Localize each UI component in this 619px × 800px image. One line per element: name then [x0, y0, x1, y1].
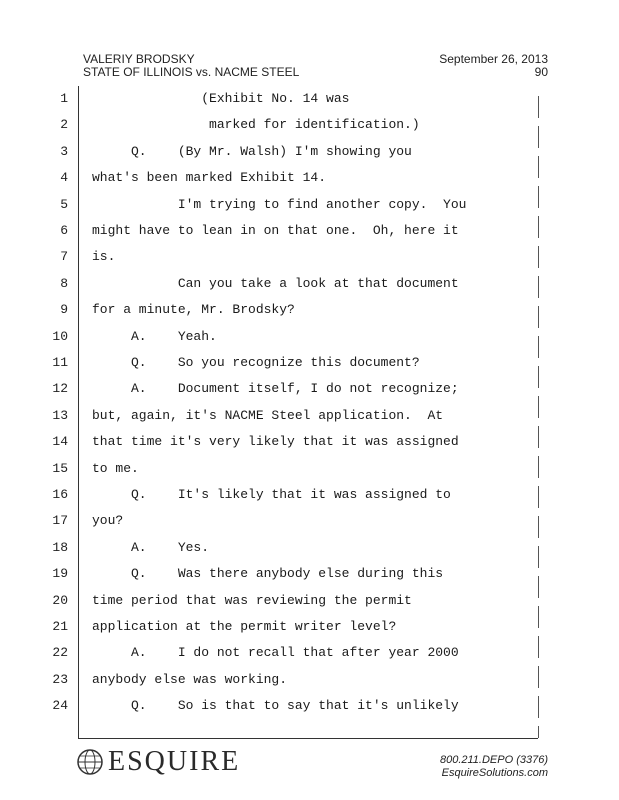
- witness-name: VALERIY BRODSKY: [83, 52, 195, 66]
- transcript-line: [0, 117, 560, 143]
- line-number: 20: [52, 592, 68, 608]
- line-text: is.: [92, 249, 116, 265]
- transcript-line: [0, 302, 560, 328]
- line-text: Q. So you recognize this document?: [92, 355, 420, 370]
- line-number: 5: [60, 196, 68, 212]
- transcript-line: [0, 619, 560, 645]
- line-number: 11: [52, 355, 68, 370]
- header-right: [439, 53, 548, 79]
- line-number: 13: [52, 407, 68, 423]
- esquire-logo: [76, 748, 240, 776]
- transcript-line: [0, 513, 560, 539]
- line-number: 1: [60, 91, 68, 106]
- transcript-line: [0, 698, 560, 724]
- line-text: Q. Was there anybody else during this: [92, 566, 444, 582]
- transcript-line: [0, 223, 560, 249]
- line-text: you?: [92, 513, 124, 529]
- line-number: 7: [60, 249, 68, 265]
- line-number: 12: [52, 381, 68, 397]
- line-number: 24: [52, 698, 68, 714]
- line-text: to me.: [92, 460, 139, 476]
- transcript-line: [0, 355, 560, 381]
- line-number: 2: [60, 117, 68, 133]
- transcript-line: [0, 540, 560, 566]
- line-text: Q. (By Mr. Walsh) I'm showing you: [92, 143, 412, 159]
- case-title: STATE OF ILLINOIS vs. NACME STEEL: [83, 65, 300, 79]
- transcript-line: [0, 566, 560, 592]
- line-text: for a minute, Mr. Brodsky?: [92, 302, 295, 318]
- line-number: 16: [52, 487, 68, 502]
- line-text: marked for identification.): [92, 117, 420, 133]
- line-text: I'm trying to find another copy. You: [92, 196, 467, 212]
- line-number: 22: [52, 645, 68, 661]
- transcript-line: [0, 381, 560, 407]
- line-text: Q. It's likely that it was assigned to: [92, 487, 451, 502]
- line-text: Q. So is that to say that it's unlikely: [92, 698, 459, 714]
- line-text: application at the permit writer level?: [92, 619, 397, 634]
- website: EsquireSolutions.com: [441, 767, 548, 779]
- line-number: 4: [60, 170, 68, 186]
- line-text: what's been marked Exhibit 14.: [92, 170, 327, 186]
- line-number: 10: [52, 328, 68, 344]
- transcript-line: [0, 408, 560, 434]
- transcript-line: [0, 461, 560, 487]
- transcript-line: [0, 645, 560, 671]
- transcript-line: [0, 91, 560, 117]
- line-number: 8: [60, 275, 68, 291]
- line-text: (Exhibit No. 14 was: [92, 91, 350, 106]
- line-number: 9: [60, 302, 68, 318]
- transcript-line: [0, 249, 560, 275]
- line-number: 23: [52, 671, 68, 687]
- line-text: A. Yeah.: [92, 328, 217, 344]
- transcript-line: [0, 593, 560, 619]
- globe-icon: [76, 748, 104, 776]
- line-text: anybody else was working.: [92, 671, 288, 687]
- line-text: might have to lean in on that one. Oh, here it: [92, 223, 459, 238]
- line-number: 17: [52, 513, 68, 529]
- line-number: 15: [52, 460, 68, 476]
- line-number: 18: [52, 539, 68, 555]
- transcript-line: [0, 144, 560, 170]
- transcript-line: [0, 672, 560, 698]
- transcript-line: [0, 276, 560, 302]
- phone-number: 800.211.DEPO (3376): [439, 754, 548, 766]
- line-text: A. Document itself, I do not recognize;: [92, 381, 459, 397]
- header-left: [83, 53, 299, 79]
- line-text: that time it's very likely that it was assigned: [92, 434, 459, 450]
- line-number: 19: [52, 566, 68, 582]
- transcript-bottom-border: [78, 738, 538, 739]
- line-text: but, again, it's NACME Steel application. At: [92, 407, 444, 423]
- line-number: 6: [60, 223, 68, 238]
- transcript-line: [0, 329, 560, 355]
- brand-name: ESQUIRE: [108, 746, 241, 777]
- line-text: time period that was reviewing the permit: [92, 592, 412, 608]
- page-number: 90: [534, 65, 548, 79]
- line-number: 14: [52, 434, 68, 450]
- transcript-line: [0, 487, 560, 513]
- line-number: 21: [52, 619, 68, 634]
- footer-contact: [440, 754, 548, 780]
- transcript-line: [0, 170, 560, 196]
- line-text: A. I do not recall that after year 2000: [92, 645, 459, 661]
- transcript-line: [0, 197, 560, 223]
- line-text: A. Yes.: [92, 539, 210, 555]
- transcript-line: [0, 434, 560, 460]
- line-text: Can you take a look at that document: [92, 275, 459, 291]
- line-number: 3: [60, 143, 68, 159]
- deposition-date: September 26, 2013: [439, 52, 548, 66]
